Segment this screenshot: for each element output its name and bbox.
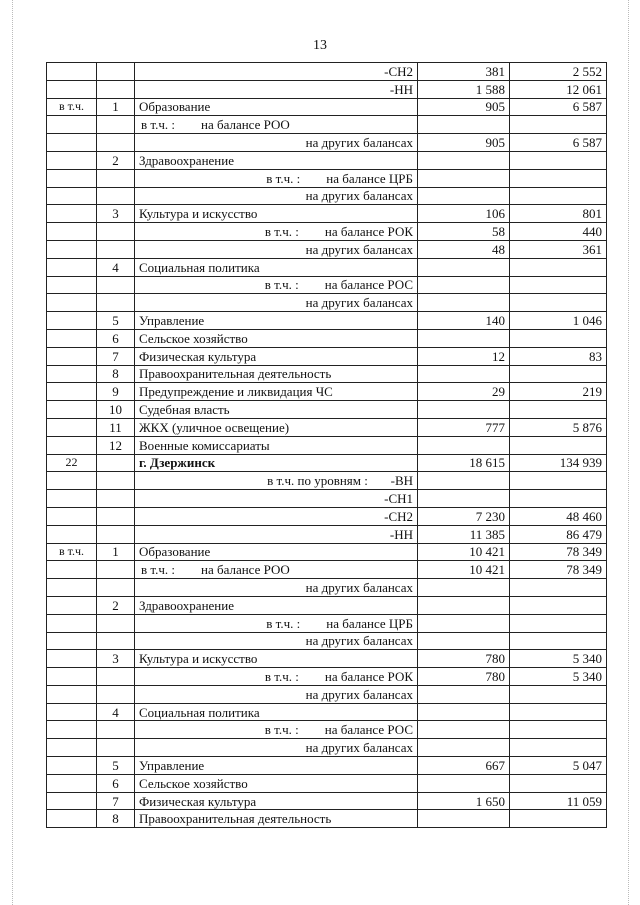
row-name-cell: на других балансах — [135, 187, 418, 205]
row-prefix-cell — [47, 276, 97, 294]
row-prefix-cell: в т.ч. — [47, 98, 97, 116]
value-column-1-cell: 106 — [418, 205, 510, 223]
table-row — [47, 347, 607, 365]
row-prefix-cell — [47, 151, 97, 169]
value-column-1-cell — [418, 810, 510, 828]
value-column-2-cell — [510, 490, 607, 508]
value-column-2-cell: 440 — [510, 223, 607, 241]
row-name-cell: Физическая культура — [135, 347, 418, 365]
row-number-cell — [97, 507, 135, 525]
row-name-cell: -СН2 — [135, 507, 418, 525]
row-name-cell: Управление — [135, 312, 418, 330]
table-row — [47, 632, 607, 650]
row-prefix-cell — [47, 383, 97, 401]
row-name-cell: Здравоохранение — [135, 151, 418, 169]
value-column-1-cell — [418, 436, 510, 454]
row-number-cell — [97, 240, 135, 258]
row-prefix-cell — [47, 579, 97, 597]
value-column-1-cell — [418, 258, 510, 276]
row-number-cell — [97, 169, 135, 187]
row-number-cell — [97, 116, 135, 134]
table-row — [47, 151, 607, 169]
value-column-1-cell: 58 — [418, 223, 510, 241]
row-prefix-cell — [47, 632, 97, 650]
table-row — [47, 365, 607, 383]
value-column-1-cell: 140 — [418, 312, 510, 330]
value-column-2-cell: 134 939 — [510, 454, 607, 472]
value-column-1-cell — [418, 739, 510, 757]
row-prefix-cell — [47, 134, 97, 152]
table-row — [47, 614, 607, 632]
table-row — [47, 507, 607, 525]
value-column-2-cell — [510, 365, 607, 383]
value-column-2-cell — [510, 614, 607, 632]
table-row — [47, 63, 607, 81]
value-column-1-cell: 48 — [418, 240, 510, 258]
value-column-1-cell: 10 421 — [418, 543, 510, 561]
row-prefix-cell — [47, 757, 97, 775]
value-column-1-cell — [418, 490, 510, 508]
table-row — [47, 187, 607, 205]
row-name-cell: на других балансах — [135, 579, 418, 597]
table-row — [47, 98, 607, 116]
value-column-1-cell: 381 — [418, 63, 510, 81]
value-column-2-cell — [510, 436, 607, 454]
row-number-cell — [97, 668, 135, 686]
row-name-cell: г. Дзержинск — [135, 454, 418, 472]
value-column-1-cell — [418, 774, 510, 792]
row-name-cell: -НН — [135, 525, 418, 543]
table-row — [47, 561, 607, 579]
table-row — [47, 80, 607, 98]
value-column-2-cell: 361 — [510, 240, 607, 258]
row-number-cell — [97, 721, 135, 739]
value-column-2-cell — [510, 258, 607, 276]
value-column-2-cell — [510, 169, 607, 187]
value-column-1-cell — [418, 721, 510, 739]
value-column-2-cell: 219 — [510, 383, 607, 401]
row-prefix-cell — [47, 169, 97, 187]
page-edge-right — [628, 0, 629, 905]
value-column-1-cell — [418, 596, 510, 614]
row-name-cell: -НН — [135, 80, 418, 98]
table-row — [47, 312, 607, 330]
table-row — [47, 329, 607, 347]
table-row — [47, 134, 607, 152]
row-prefix-cell — [47, 472, 97, 490]
row-prefix-cell — [47, 187, 97, 205]
value-column-2-cell: 1 046 — [510, 312, 607, 330]
row-prefix-cell — [47, 721, 97, 739]
value-column-2-cell: 801 — [510, 205, 607, 223]
row-prefix-cell — [47, 561, 97, 579]
row-number-cell: 4 — [97, 703, 135, 721]
table-row — [47, 721, 607, 739]
value-column-1-cell: 905 — [418, 98, 510, 116]
row-prefix-cell — [47, 436, 97, 454]
row-prefix-cell — [47, 63, 97, 81]
value-column-2-cell: 11 059 — [510, 792, 607, 810]
value-column-2-cell: 12 061 — [510, 80, 607, 98]
row-name-cell: на других балансах — [135, 632, 418, 650]
row-number-cell: 6 — [97, 774, 135, 792]
row-number-cell: 5 — [97, 312, 135, 330]
value-column-1-cell — [418, 614, 510, 632]
value-column-2-cell: 5 340 — [510, 668, 607, 686]
row-number-cell — [97, 632, 135, 650]
value-column-1-cell: 905 — [418, 134, 510, 152]
value-column-2-cell — [510, 632, 607, 650]
table-row — [47, 650, 607, 668]
row-number-cell: 2 — [97, 596, 135, 614]
row-number-cell — [97, 490, 135, 508]
row-name-cell: ЖКХ (уличное освещение) — [135, 418, 418, 436]
value-column-2-cell: 83 — [510, 347, 607, 365]
row-prefix-cell — [47, 205, 97, 223]
table-row — [47, 543, 607, 561]
page-edge-left — [12, 0, 13, 905]
row-prefix-cell — [47, 685, 97, 703]
value-column-2-cell — [510, 329, 607, 347]
value-column-1-cell: 11 385 — [418, 525, 510, 543]
row-number-cell: 10 — [97, 401, 135, 419]
value-column-1-cell — [418, 703, 510, 721]
table-row — [47, 579, 607, 597]
row-prefix-cell — [47, 418, 97, 436]
row-prefix-cell — [47, 294, 97, 312]
table-row — [47, 276, 607, 294]
row-name-cell: Управление — [135, 757, 418, 775]
row-name-cell: Культура и искусство — [135, 205, 418, 223]
value-column-1-cell — [418, 294, 510, 312]
value-column-2-cell: 6 587 — [510, 134, 607, 152]
table-row — [47, 703, 607, 721]
value-column-2-cell — [510, 187, 607, 205]
row-number-cell: 2 — [97, 151, 135, 169]
table-row — [47, 757, 607, 775]
row-name-cell: в т.ч. : на балансе РОО — [135, 116, 418, 134]
row-number-cell: 3 — [97, 205, 135, 223]
row-prefix-cell — [47, 240, 97, 258]
value-column-2-cell — [510, 739, 607, 757]
row-name-cell: Правоохранительная деятельность — [135, 365, 418, 383]
value-column-1-cell: 12 — [418, 347, 510, 365]
budget-table-body — [47, 63, 607, 828]
value-column-2-cell — [510, 721, 607, 739]
table-row — [47, 294, 607, 312]
row-prefix-cell — [47, 223, 97, 241]
value-column-2-cell — [510, 685, 607, 703]
row-number-cell: 3 — [97, 650, 135, 668]
value-column-2-cell: 5 876 — [510, 418, 607, 436]
value-column-1-cell: 777 — [418, 418, 510, 436]
row-name-cell: на других балансах — [135, 240, 418, 258]
value-column-2-cell — [510, 596, 607, 614]
row-number-cell: 1 — [97, 543, 135, 561]
value-column-2-cell: 5 047 — [510, 757, 607, 775]
value-column-1-cell: 1 650 — [418, 792, 510, 810]
row-prefix-cell — [47, 614, 97, 632]
value-column-2-cell — [510, 810, 607, 828]
row-prefix-cell — [47, 401, 97, 419]
row-name-cell: Образование — [135, 543, 418, 561]
row-prefix-cell — [47, 312, 97, 330]
row-number-cell — [97, 294, 135, 312]
value-column-1-cell — [418, 116, 510, 134]
value-column-2-cell — [510, 116, 607, 134]
row-prefix-cell: в т.ч. — [47, 543, 97, 561]
row-name-cell: Социальная политика — [135, 703, 418, 721]
row-number-cell: 4 — [97, 258, 135, 276]
value-column-2-cell — [510, 401, 607, 419]
row-name-cell: в т.ч. : на балансе РОС — [135, 721, 418, 739]
row-prefix-cell — [47, 525, 97, 543]
row-prefix-cell — [47, 490, 97, 508]
row-number-cell: 9 — [97, 383, 135, 401]
value-column-1-cell: 780 — [418, 650, 510, 668]
row-name-cell: в т.ч. : на балансе РОС — [135, 276, 418, 294]
budget-table — [46, 62, 607, 828]
value-column-1-cell — [418, 579, 510, 597]
row-prefix-cell — [47, 329, 97, 347]
row-name-cell: -СН2 — [135, 63, 418, 81]
table-row — [47, 205, 607, 223]
row-number-cell: 8 — [97, 810, 135, 828]
value-column-1-cell — [418, 169, 510, 187]
value-column-2-cell: 6 587 — [510, 98, 607, 116]
table-row — [47, 472, 607, 490]
row-number-cell — [97, 80, 135, 98]
row-number-cell — [97, 579, 135, 597]
value-column-2-cell: 86 479 — [510, 525, 607, 543]
row-prefix-cell — [47, 507, 97, 525]
row-number-cell — [97, 614, 135, 632]
row-prefix-cell: 22 — [47, 454, 97, 472]
row-prefix-cell — [47, 116, 97, 134]
table-row — [47, 810, 607, 828]
row-number-cell — [97, 454, 135, 472]
row-prefix-cell — [47, 258, 97, 276]
row-prefix-cell — [47, 774, 97, 792]
table-row — [47, 668, 607, 686]
value-column-2-cell: 2 552 — [510, 63, 607, 81]
value-column-1-cell: 667 — [418, 757, 510, 775]
row-prefix-cell — [47, 739, 97, 757]
value-column-2-cell — [510, 151, 607, 169]
value-column-1-cell — [418, 365, 510, 383]
row-number-cell — [97, 472, 135, 490]
table-row — [47, 792, 607, 810]
table-row — [47, 774, 607, 792]
table-row — [47, 169, 607, 187]
row-prefix-cell — [47, 347, 97, 365]
row-name-cell: в т.ч. по уровням : -ВН — [135, 472, 418, 490]
value-column-1-cell — [418, 472, 510, 490]
row-name-cell: Правоохранительная деятельность — [135, 810, 418, 828]
row-number-cell: 8 — [97, 365, 135, 383]
value-column-1-cell: 1 588 — [418, 80, 510, 98]
value-column-2-cell — [510, 579, 607, 597]
row-name-cell: в т.ч. : на балансе РОК — [135, 223, 418, 241]
value-column-2-cell: 78 349 — [510, 561, 607, 579]
row-name-cell: Здравоохранение — [135, 596, 418, 614]
value-column-1-cell — [418, 632, 510, 650]
table-row — [47, 418, 607, 436]
row-name-cell: Образование — [135, 98, 418, 116]
value-column-2-cell — [510, 703, 607, 721]
value-column-2-cell: 5 340 — [510, 650, 607, 668]
row-name-cell: Сельское хозяйство — [135, 329, 418, 347]
row-prefix-cell — [47, 80, 97, 98]
row-number-cell: 5 — [97, 757, 135, 775]
row-prefix-cell — [47, 365, 97, 383]
row-name-cell: на других балансах — [135, 739, 418, 757]
row-name-cell: -СН1 — [135, 490, 418, 508]
row-number-cell — [97, 134, 135, 152]
table-row — [47, 454, 607, 472]
row-name-cell: Социальная политика — [135, 258, 418, 276]
table-row — [47, 383, 607, 401]
table-row — [47, 490, 607, 508]
value-column-2-cell: 78 349 — [510, 543, 607, 561]
row-prefix-cell — [47, 596, 97, 614]
row-number-cell — [97, 63, 135, 81]
row-number-cell — [97, 685, 135, 703]
value-column-1-cell — [418, 151, 510, 169]
row-number-cell — [97, 525, 135, 543]
value-column-1-cell: 29 — [418, 383, 510, 401]
table-row — [47, 223, 607, 241]
row-name-cell: Сельское хозяйство — [135, 774, 418, 792]
table-row — [47, 596, 607, 614]
value-column-2-cell — [510, 294, 607, 312]
page-number: 13 — [313, 38, 327, 53]
value-column-2-cell — [510, 276, 607, 294]
value-column-1-cell — [418, 685, 510, 703]
row-name-cell: на других балансах — [135, 134, 418, 152]
table-row — [47, 525, 607, 543]
table-row — [47, 116, 607, 134]
row-name-cell: в т.ч. : на балансе РОК — [135, 668, 418, 686]
row-number-cell — [97, 223, 135, 241]
row-name-cell: в т.ч. : на балансе РОО — [135, 561, 418, 579]
row-name-cell: Культура и искусство — [135, 650, 418, 668]
value-column-1-cell — [418, 187, 510, 205]
value-column-1-cell: 780 — [418, 668, 510, 686]
row-number-cell — [97, 187, 135, 205]
row-number-cell: 12 — [97, 436, 135, 454]
row-name-cell: Физическая культура — [135, 792, 418, 810]
row-number-cell — [97, 561, 135, 579]
table-row — [47, 436, 607, 454]
row-number-cell — [97, 739, 135, 757]
value-column-1-cell: 7 230 — [418, 507, 510, 525]
value-column-1-cell — [418, 401, 510, 419]
row-number-cell: 7 — [97, 347, 135, 365]
row-prefix-cell — [47, 703, 97, 721]
value-column-2-cell — [510, 774, 607, 792]
row-name-cell: Предупреждение и ликвидация ЧС — [135, 383, 418, 401]
row-prefix-cell — [47, 792, 97, 810]
row-number-cell: 11 — [97, 418, 135, 436]
table-row — [47, 739, 607, 757]
row-name-cell: Военные комиссариаты — [135, 436, 418, 454]
row-name-cell: на других балансах — [135, 685, 418, 703]
value-column-1-cell — [418, 329, 510, 347]
table-row — [47, 685, 607, 703]
value-column-2-cell: 48 460 — [510, 507, 607, 525]
table-row — [47, 401, 607, 419]
row-number-cell: 7 — [97, 792, 135, 810]
row-name-cell: Судебная власть — [135, 401, 418, 419]
table-row — [47, 240, 607, 258]
row-name-cell: на других балансах — [135, 294, 418, 312]
row-prefix-cell — [47, 668, 97, 686]
value-column-2-cell — [510, 472, 607, 490]
row-prefix-cell — [47, 650, 97, 668]
table-row — [47, 258, 607, 276]
row-name-cell: в т.ч. : на балансе ЦРБ — [135, 169, 418, 187]
row-name-cell: в т.ч. : на балансе ЦРБ — [135, 614, 418, 632]
value-column-1-cell: 10 421 — [418, 561, 510, 579]
row-number-cell: 6 — [97, 329, 135, 347]
value-column-1-cell: 18 615 — [418, 454, 510, 472]
row-number-cell — [97, 276, 135, 294]
row-number-cell: 1 — [97, 98, 135, 116]
row-prefix-cell — [47, 810, 97, 828]
value-column-1-cell — [418, 276, 510, 294]
